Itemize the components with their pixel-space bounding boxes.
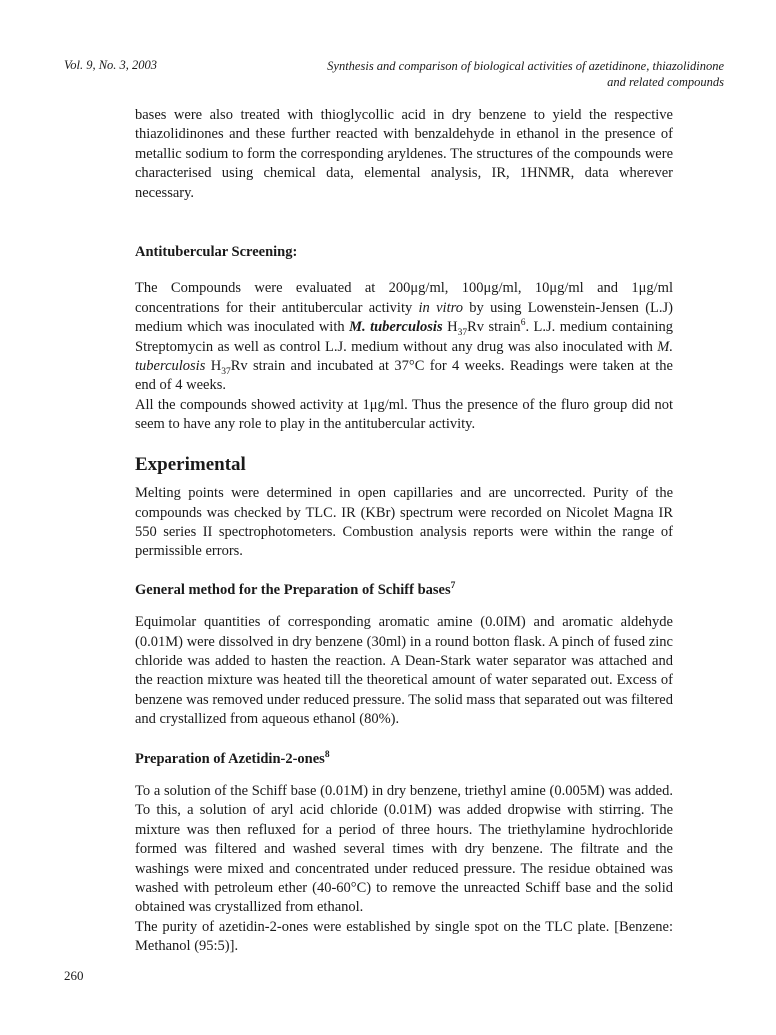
schiff-bases-heading: General method for the Preparation of Schiff bases$^7$ xyxy=(135,580,456,598)
azetidinone-heading: Preparation of Azetidin-2-ones$^8$ xyxy=(135,749,330,767)
experimental-paragraph: Melting points were determined in open capillaries and are uncorrected. Purity of the compounds was checked by TLC. IR (KBr) spectrum were recorded on Nicolet Magna IR 550 series II spectrophotometers. Combustion analysis reports were within the range of permissible errors. xyxy=(135,485,673,560)
azetidinone-paragraph-2: The purity of azetidin-2-ones were established by single spot on the TLC plate. [Benzene: Methanol (95:5)]. xyxy=(135,918,673,955)
journal-reference: Vol. 9, No. 3, 2003 xyxy=(64,58,158,72)
experimental-heading: Experimental xyxy=(135,453,246,475)
antitubercular-paragraph-1: The Compounds were evaluated at 200μg/ml, 100μg/ml, 10μg/ml and 1μg/ml concentrations for their antitubercular activity in vitro by using Lowenstein-Jensen (L.J) medium which was inoculated with M. tuberculosis $H_{37}Rv$ strain$^6$. L.J. medium containing Streptomycin as well as control L.J. medium without any drug was also inoculated with M. tuberculosis $H_{37}Rv$ strain and incubated at 37°C for 4 weeks. Readings were taken at the end of 4 weeks. xyxy=(135,280,674,394)
intro-paragraph: bases were also treated with thioglycollic acid in dry benzene to yield the respective thiazolidinones and these further reacted with benzaldehyde in ethanol in the presence of metallic sodium to form the corresponding aryldenes. The structures of the compounds were characterised using chemical data, elemental analysis, IR, 1HNMR, data wherever necessary. xyxy=(135,107,673,201)
running-title-line-2: and related compounds xyxy=(607,75,724,89)
running-title-line-1: Synthesis and comparison of biological activities of azetidinone, thiazolidinone xyxy=(327,59,724,73)
azetidinone-paragraph-1: To a solution of the Schiff base (0.01M) in dry benzene, triethyl amine (0.005M) was added. To this, a solution of aryl acid chloride (0.01M) was added dropwise with stirring. The mixture was then refluxed for a period of three hours. The triethylamine hydrochloride formed was filtered and washed several times with dry benzene. The filtrate and the washings were mixed and concentrated under reduced pressure. The residue obtained was washed with petroleum ether (40-60°C) to remove the unreacted Schiff base and the solid obtained was crystallized from ethanol. xyxy=(135,782,673,916)
antitubercular-paragraph-2: All the compounds showed activity at 1μg/ml. Thus the presence of the fluro group did not seem to have any role to play in the antitubercular activity. xyxy=(135,396,673,433)
antitubercular-heading: Antitubercular Screening: xyxy=(135,244,298,261)
schiff-bases-paragraph: Equimolar quantities of corresponding aromatic amine (0.0IM) and aromatic aldehyde (0.01M) were dissolved in dry benzene (30ml) in a round botton flask. A pinch of fused zinc chloride was added to hasten the reaction. A Dean-Stark water separator was attached and the reaction mixture was heated till the theoretical amount of water separated out. Excess of benzene was removed under reduced pressure. The solid mass that separated out was filtered and crystallized from aqueous ethanol (80%). xyxy=(135,614,673,728)
article-body xyxy=(135,106,673,957)
running-title xyxy=(290,58,724,90)
page-number: 260 xyxy=(64,968,84,983)
